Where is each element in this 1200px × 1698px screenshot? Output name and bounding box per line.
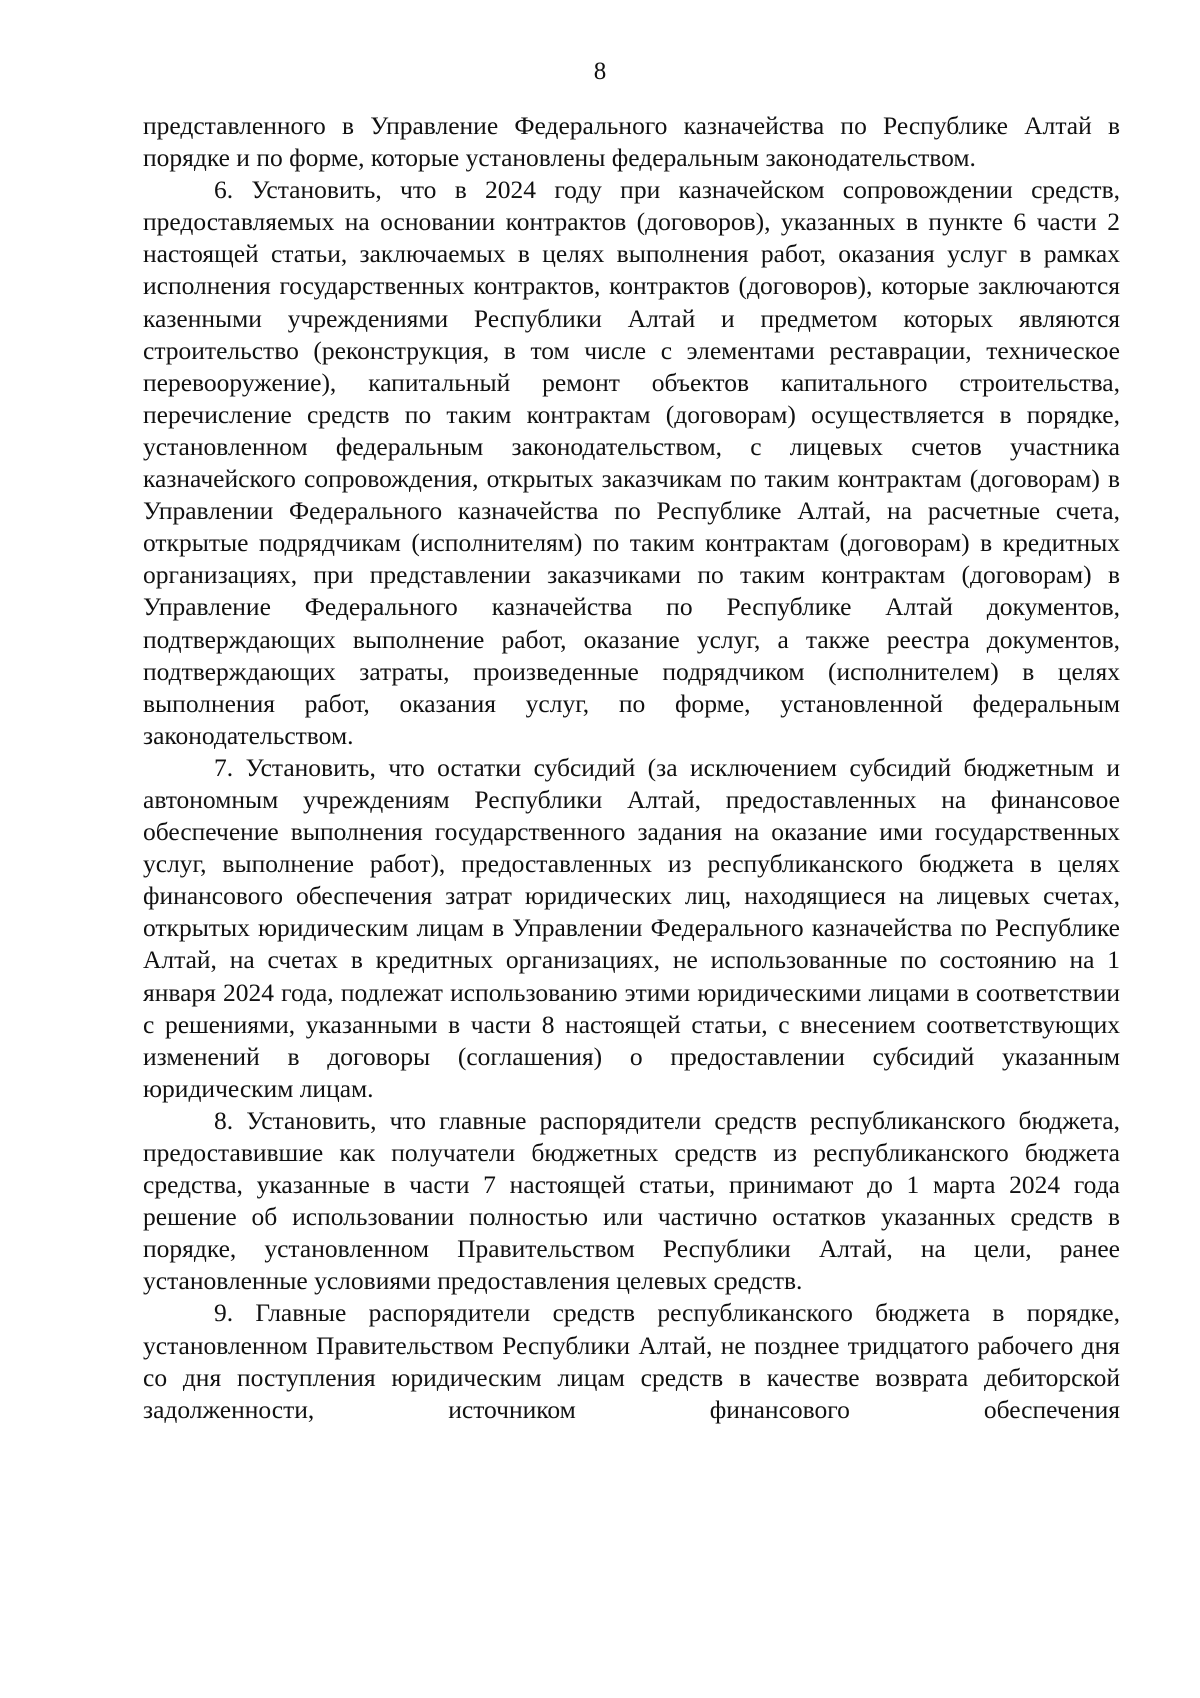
- paragraph-continuation: представленного в Управление Федерального казначейства по Республике Алтай в порядке и по форме, которые установлены федеральным законодательством.: [143, 111, 1120, 173]
- paragraph-item-9: 9. Главные распорядители средств республиканского бюджета в порядке, установленном Правительством Республики Алтай, не позднее тридцатого рабочего дня со дня поступления юридическим лицам средств в качестве возврата дебиторской задолженности, источником финансового обеспечения: [143, 1298, 1120, 1424]
- paragraph-item-6: 6. Установить, что в 2024 году при казначейском сопровождении средств, предоставляемых на основании контрактов (договоров), указанных в пункте 6 части 2 настоящей статьи, заключаемых в целях выполнения работ, оказания услуг в рамках исполнения государственных контрактов, контрактов (договоров), которые заключаются казенными учреждениями Республики Алтай и предметом которых являются строительство (реконструкция, в том числе с элементами реставрации, техническое перевооружение), капитальный ремонт объектов капитального строительства, перечисление средств по таким контрактам (договорам) осуществляется в порядке, установленном федеральным законодательством, с лицевых счетов участника казначейского сопровождения, открытых заказчикам по таким контрактам (договорам) в Управлении Федерального казначейства по Республике Алтай, на расчетные счета, открытые подрядчикам (исполнителям) по таким контрактам (договорам) в кредитных организациях, при представлении заказчиками по таким контрактам (договорам) в Управление Федерального казначейства по Республике Алтай документов, подтверждающих выполнение работ, оказание услуг, а также реестра документов, подтверждающих затраты, произведенные подрядчиком (исполнителем) в целях выполнения работ, оказания услуг, по форме, установленной федеральным законодательством.: [143, 175, 1120, 750]
- document-body: [143, 110, 1120, 1426]
- paragraph-item-8: 8. Установить, что главные распорядители средств республиканского бюджета, предоставившие как получатели бюджетных средств из республиканского бюджета средства, указанные в части 7 настоящей статьи, принимают до 1 марта 2024 года решение об использовании полностью или частично остатков указанных средств в порядке, установленном Правительством Республики Алтай, на цели, ранее установленные условиями предоставления целевых средств.: [143, 1105, 1120, 1296]
- paragraph-item-7: 7. Установить, что остатки субсидий (за исключением субсидий бюджетным и автономным учреждениям Республики Алтай, предоставленных на финансовое обеспечение выполнения государственного задания на оказание ими государственных услуг, выполнение работ), предоставленных из республиканского бюджета в целях финансового обеспечения затрат юридических лиц, находящиеся на лицевых счетах, открытых юридическим лицам в Управлении Федерального казначейства по Республике Алтай, на счетах в кредитных организациях, не использованные по состоянию на 1 января 2024 года, подлежат использованию этими юридическими лицами в соответствии с решениями, указанными в части 8 настоящей статьи, с внесением соответствующих изменений в договоры (соглашения) о предоставлении субсидий указанным юридическим лицам.: [143, 752, 1120, 1103]
- page-number: 8: [593, 58, 607, 85]
